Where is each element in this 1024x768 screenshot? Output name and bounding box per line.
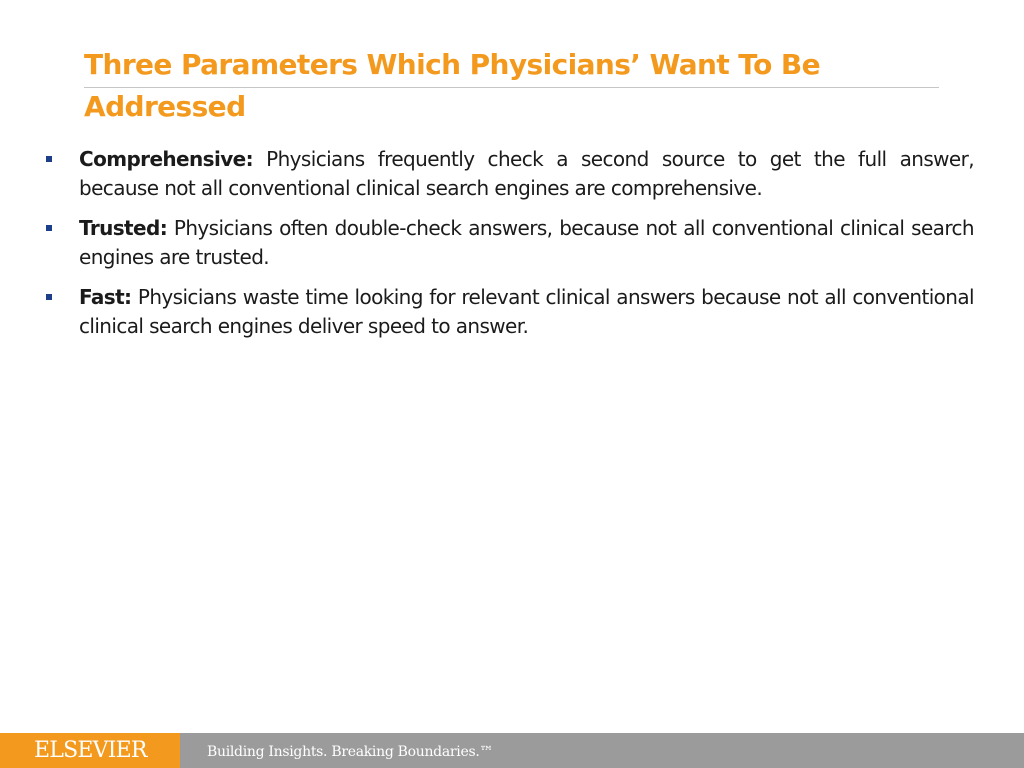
bullet-list xyxy=(44,145,974,352)
bullet-text: Physicians frequently check a second source to get the full answer, because not all conventional clinical search engines are comprehensive. xyxy=(79,147,974,200)
square-bullet-icon xyxy=(46,225,52,231)
bullet-term: Trusted: xyxy=(79,216,168,240)
elsevier-logo: ELSEVIER xyxy=(34,738,147,763)
bullet-item-trusted xyxy=(44,214,974,272)
bullet-text: Physicians waste time looking for relevant clinical answers because not all conventional clinical search engines deliver speed to answer. xyxy=(79,285,975,338)
square-bullet-icon xyxy=(46,294,52,300)
slide-title: Three Parameters Which Physicians’ Want To Be Addressed xyxy=(84,48,820,123)
title-underline xyxy=(84,87,939,88)
square-bullet-icon xyxy=(46,156,52,162)
bullet-term: Comprehensive: xyxy=(79,147,254,171)
footer-tagline: Building Insights. Breaking Boundaries.™ xyxy=(207,744,494,760)
bullet-text: Physicians often double-check answers, because not all conventional clinical search engines are trusted. xyxy=(79,216,974,269)
footer-logo-block xyxy=(0,733,180,768)
footer-bar xyxy=(0,733,1024,768)
bullet-item-fast xyxy=(44,283,974,341)
bullet-term: Fast: xyxy=(79,285,132,309)
bullet-item-comprehensive xyxy=(44,145,974,203)
